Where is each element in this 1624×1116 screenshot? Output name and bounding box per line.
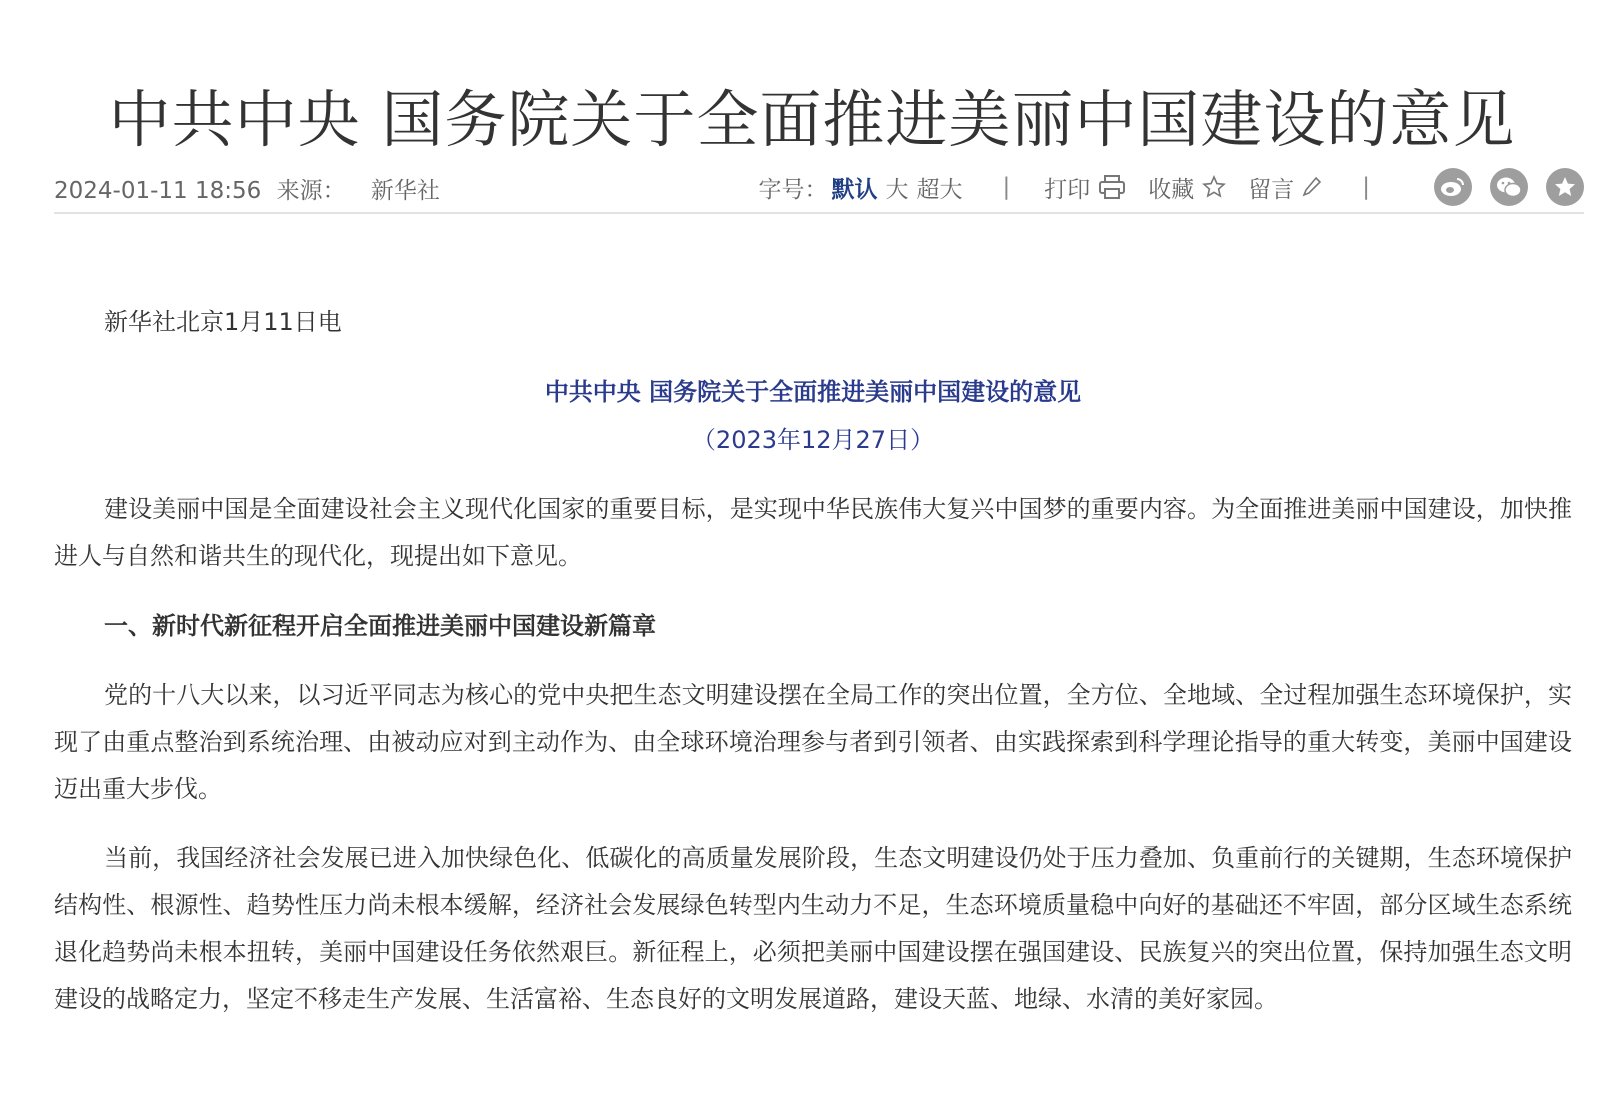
article-meta-info (54, 172, 440, 205)
share-buttons (1416, 168, 1584, 206)
pencil-icon (1302, 176, 1322, 198)
paragraph: 当前，我国经济社会发展已进入加快绿色化、低碳化的高质量发展阶段，生态文明建设仍处于压力叠加、负重前行的关键期，生态环境保护结构性、根源性、趋势性压力尚未根本缓解，经济社会发展绿色转型内生动力不足，生态环境质量稳中向好的基础还不牢固，部分区域生态系统退化趋势尚未根本扭转，美丽中国建设任务依然艰巨。新征程上，必须把美丽中国建设摆在强国建设、民族复兴的突出位置，保持加强生态文明建设的战略定力，坚定不移走生产发展、生活富裕、生态良好的文明发展道路，建设天蓝、地绿、水清的美好家园。 (54, 844, 1572, 1013)
publish-datetime: 2024-01-11 18:56 (54, 178, 262, 204)
article-body (54, 298, 1572, 1023)
star-icon (1553, 175, 1577, 199)
paragraph-intro: 建设美丽中国是全面建设社会主义现代化国家的重要目标，是实现中华民族伟大复兴中国梦的重要内容。为全面推进美丽中国建设，加快推进人与自然和谐共生的现代化，现提出如下意见。 (54, 495, 1572, 570)
weibo-share-button[interactable] (1434, 168, 1472, 206)
toolbar-separator-2: | (1362, 174, 1370, 200)
document-date: （2023年12月27日） (691, 426, 935, 454)
star-outline-icon (1202, 175, 1226, 199)
article-meta-bar (54, 166, 1584, 214)
paragraph: 党的十八大以来，以习近平同志为核心的党中央把生态文明建设摆在全局工作的突出位置，全方位、全地域、全过程加强生态环境保护，实现了由重点整治到系统治理、由被动应对到主动作为、由全球环境治理参与者到引领者、由实践探索到科学理论指导的重大转变，美丽中国建设迈出重大步伐。 (54, 681, 1572, 803)
printer-icon (1098, 174, 1126, 200)
print-button[interactable] (1044, 171, 1126, 204)
section-heading: 一、新时代新征程开启全面推进美丽中国建设新篇章 (104, 612, 656, 640)
source-label: 来源： (276, 178, 346, 204)
article-title: 中共中央 国务院关于全面推进美丽中国建设的意见 (108, 82, 1516, 156)
favorite-button[interactable] (1148, 171, 1226, 204)
weibo-icon (1440, 176, 1466, 198)
favorite-label: 收藏 (1148, 176, 1195, 203)
source-name: 新华社 (370, 178, 440, 204)
article-toolbar (759, 166, 1585, 208)
wechat-share-button[interactable] (1490, 168, 1528, 206)
comment-label: 留言 (1248, 176, 1295, 203)
document-title: 中共中央 国务院关于全面推进美丽中国建设的意见 (544, 378, 1082, 406)
font-size-xlarge-option[interactable]: 超大 (916, 176, 963, 203)
wechat-icon (1495, 175, 1523, 199)
print-label: 打印 (1044, 176, 1091, 203)
comment-button[interactable] (1248, 171, 1322, 204)
article-dateline: 新华社北京1月11日电 (104, 308, 342, 336)
font-size-label: 字号： (758, 176, 828, 203)
toolbar-separator: | (1002, 174, 1011, 200)
font-size-default-option[interactable]: 默认 (831, 176, 878, 203)
favorite-share-button[interactable] (1546, 168, 1584, 206)
font-size-large-option[interactable]: 大 (885, 176, 909, 203)
